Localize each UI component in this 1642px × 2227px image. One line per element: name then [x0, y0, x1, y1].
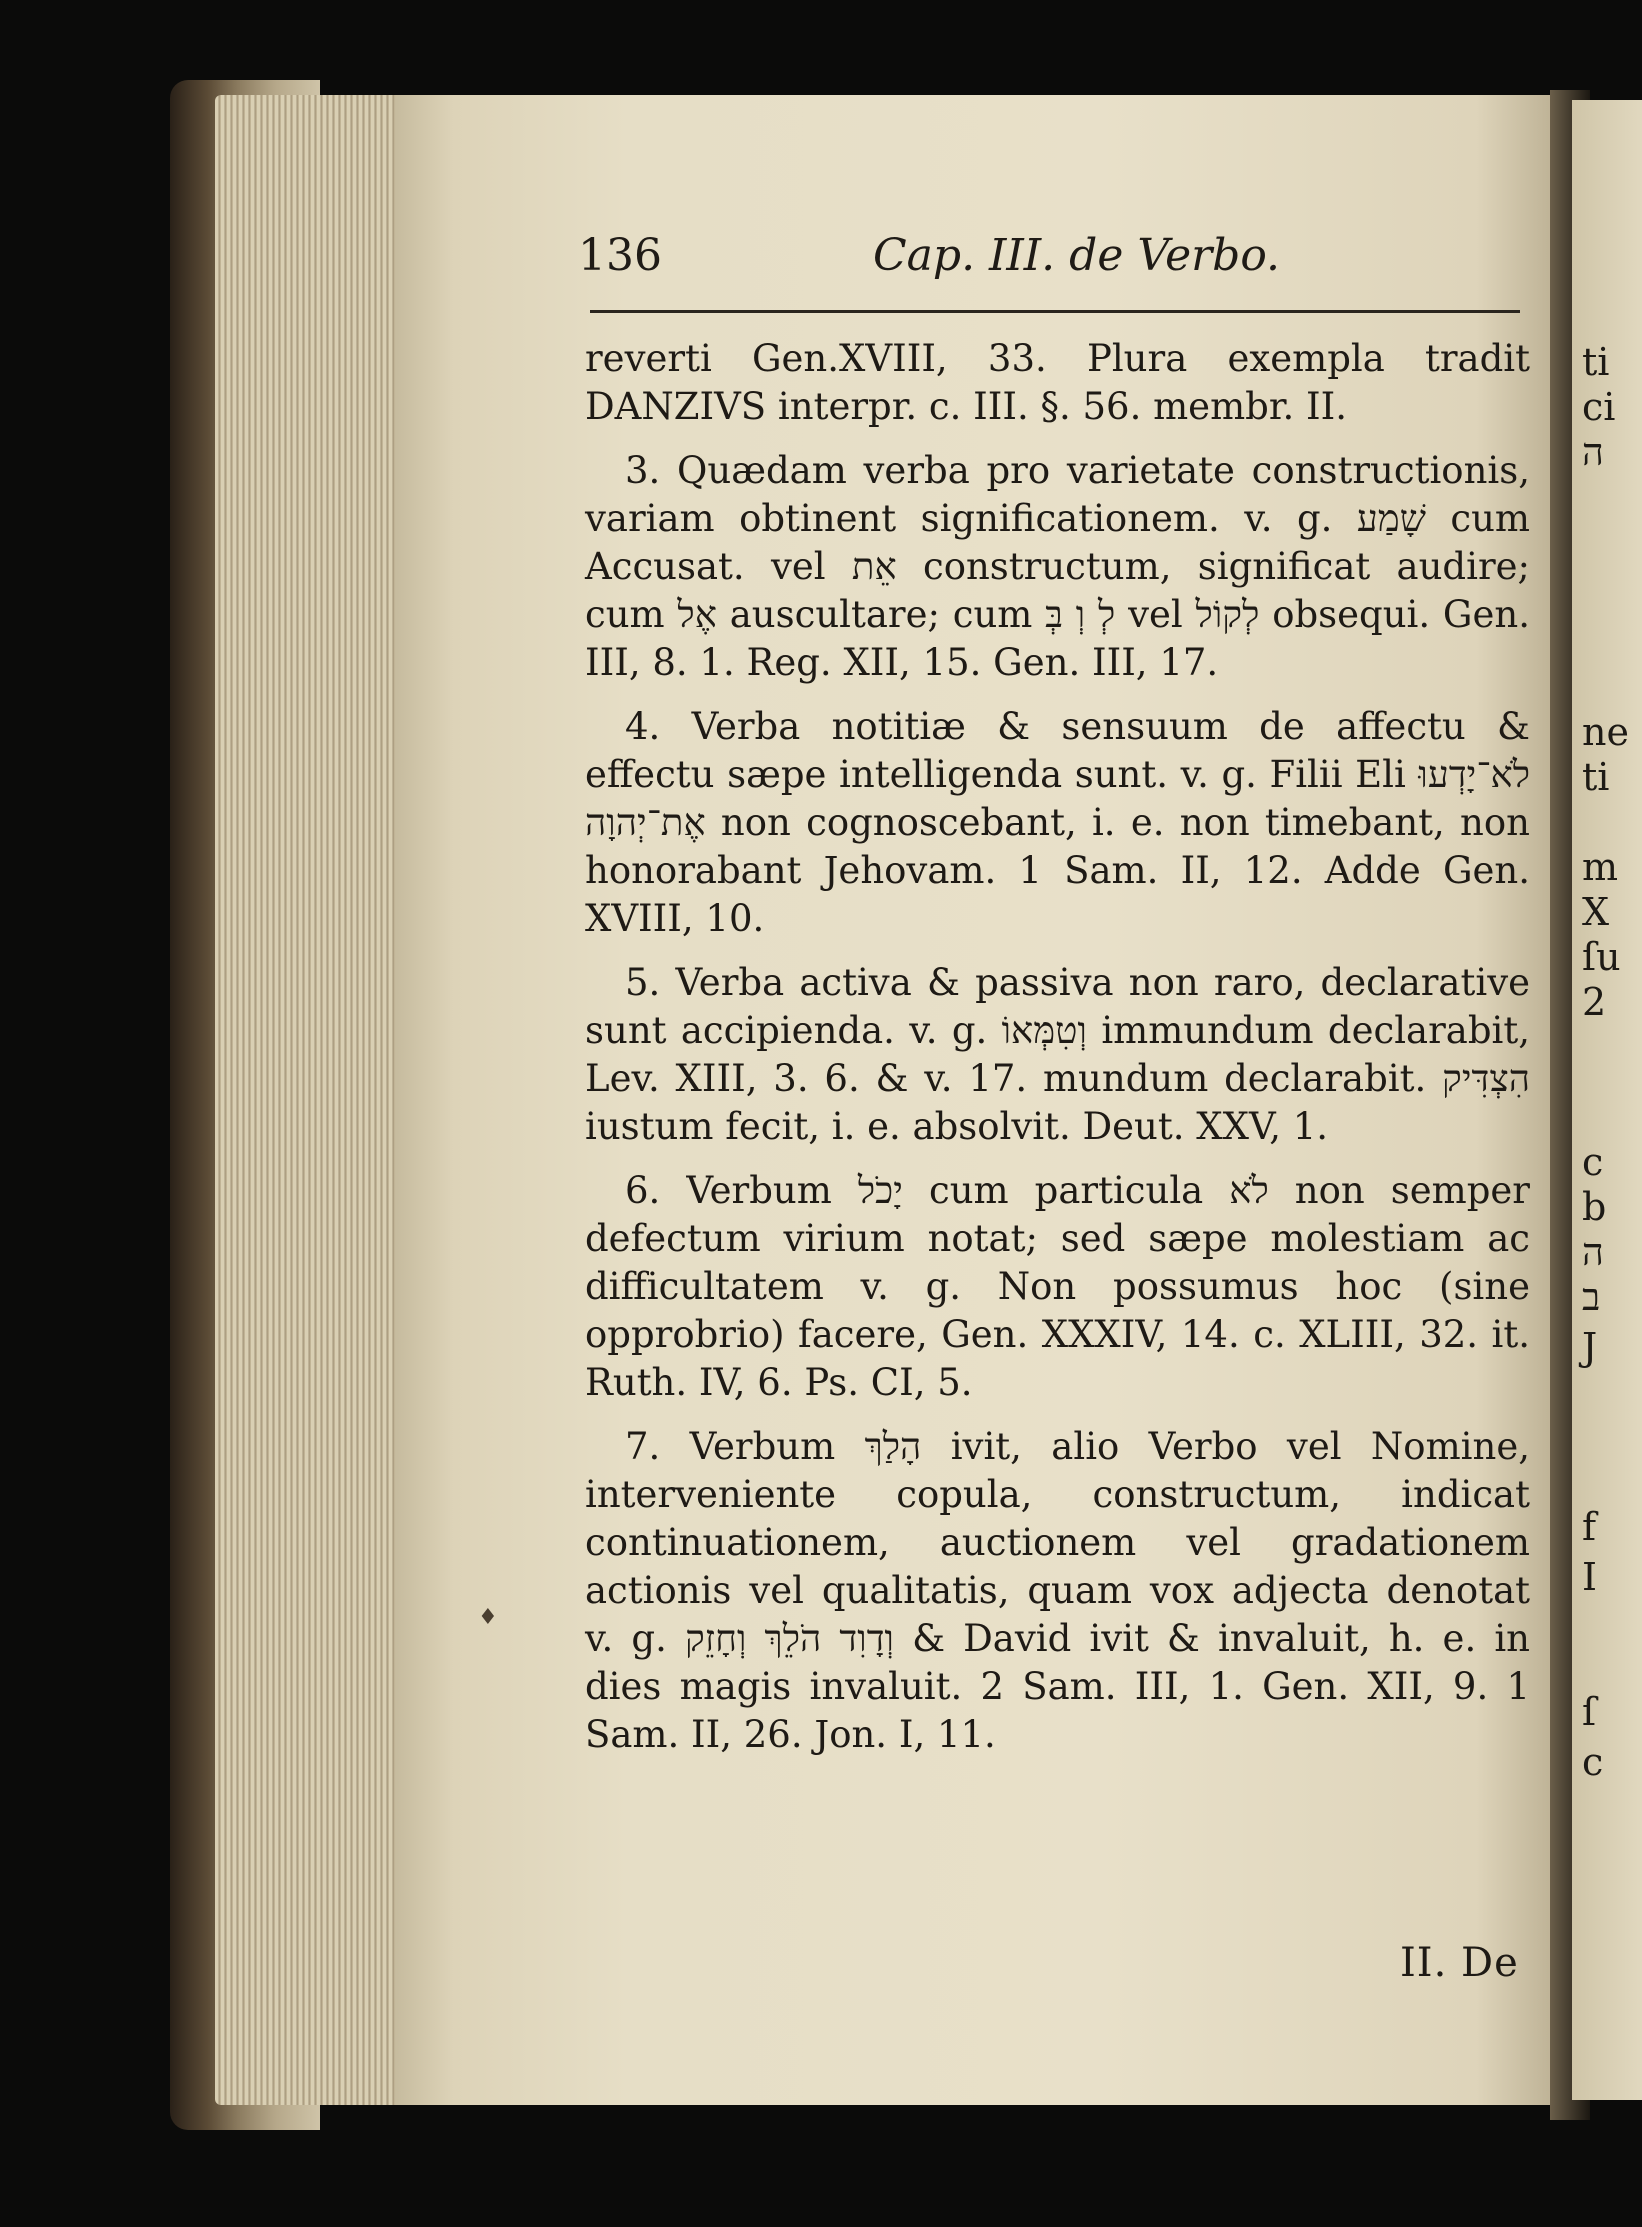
paragraph-4: 4. Verba notitiæ & sensuum de affectu & effectu sæpe intelligenda sunt. v. g. Filii Eli לֹא־יָדְעוּ אֶת־יְהוָה non cognoscebant, i. e. non timebant, non honorabant Jehovam. 1 Sam. II, 12. Adde Gen. XVIII, 10. — [585, 705, 1530, 940]
facing-page-fragment: I — [1582, 1555, 1598, 1599]
paragraph-7: 7. Verbum הָלַךְ ivit, alio Verbo vel Nomine, interveniente copula, constructum, indicat continuationem, auctionem vel gradationem actionis vel qualitatis, quam vox adjecta denotat v. g. וְדָוִד הֹלֵךְ וְחָזֵק & David ivit & invaluit, h. e. in dies magis invaluit. 2 Sam. III, 1. Gen. XII, 9. 1 Sam. II, 26. Jon. I, 11. — [585, 1425, 1530, 1756]
body-text — [585, 335, 1530, 1775]
facing-page-fragment: ב — [1582, 1275, 1601, 1319]
paragraph-6: 6. Verbum יָכֹל cum particula לֹא non semper defectum virium notat; sed sæpe molestiam ac difficultatem v. g. Non possumus hoc (sine opprobrio) facere, Gen. XXXIV, 14. c. XLIII, 32. it. Ruth. IV, 6. Ps. CI, 5. — [585, 1169, 1530, 1404]
page-number: 136 — [578, 230, 662, 281]
header-rule — [590, 310, 1520, 313]
paragraph-5: 5. Verba activa & passiva non raro, declarative sunt accipienda. v. g. וְטִמְּאוֹ immundum declarabit, Lev. XIII, 3. 6. & v. 17. mundum declarabit. הִצְדִּיק iustum fecit, i. e. absolvit. Deut. XXV, 1. — [585, 961, 1530, 1148]
facing-page-fragment: ti — [1582, 755, 1610, 799]
facing-page-fragment: ti — [1582, 340, 1610, 384]
page-edges — [215, 95, 405, 2105]
facing-page-fragment: ה — [1582, 1230, 1604, 1274]
facing-page-fragment: c — [1582, 1740, 1604, 1784]
facing-page-fragment: ה — [1582, 430, 1604, 474]
facing-page-edge — [1572, 100, 1642, 2100]
running-head — [578, 230, 1518, 290]
chapter-title: Cap. III. de Verbo. — [873, 230, 1281, 281]
facing-page-fragment: b — [1582, 1185, 1607, 1229]
facing-page-fragment: c — [1582, 1140, 1604, 1184]
facing-page-fragment: X — [1582, 890, 1610, 934]
facing-page-fragment: ci — [1582, 385, 1616, 429]
catchword: II. De — [1400, 1940, 1519, 1986]
paragraph-continuation: reverti Gen.XVIII, 33. Plura exempla tradit DANZIVS interpr. c. III. §. 56. membr. II. — [585, 337, 1530, 428]
facing-page-fragment: ſ — [1582, 1690, 1597, 1734]
facing-page-fragment: ſu — [1582, 935, 1621, 979]
facing-page-fragment: ne — [1582, 710, 1629, 754]
facing-page-fragment: 2 — [1582, 980, 1607, 1024]
facing-page-fragment: J — [1582, 1325, 1598, 1369]
facing-page-fragment: f — [1582, 1505, 1597, 1549]
facing-page-fragment: m — [1582, 845, 1619, 889]
margin-mark: ♦ — [478, 1605, 498, 1630]
paragraph-3: 3. Quædam verba pro varietate constructionis, variam obtinent significationem. v. g. שָׁמַע cum Accusat. vel אֵת constructum, significat audire; cum אֶל auscultare; cum לְ וְ בְּ vel לְקוֹל obsequi. Gen. III, 8. 1. Reg. XII, 15. Gen. III, 17. — [585, 449, 1531, 684]
